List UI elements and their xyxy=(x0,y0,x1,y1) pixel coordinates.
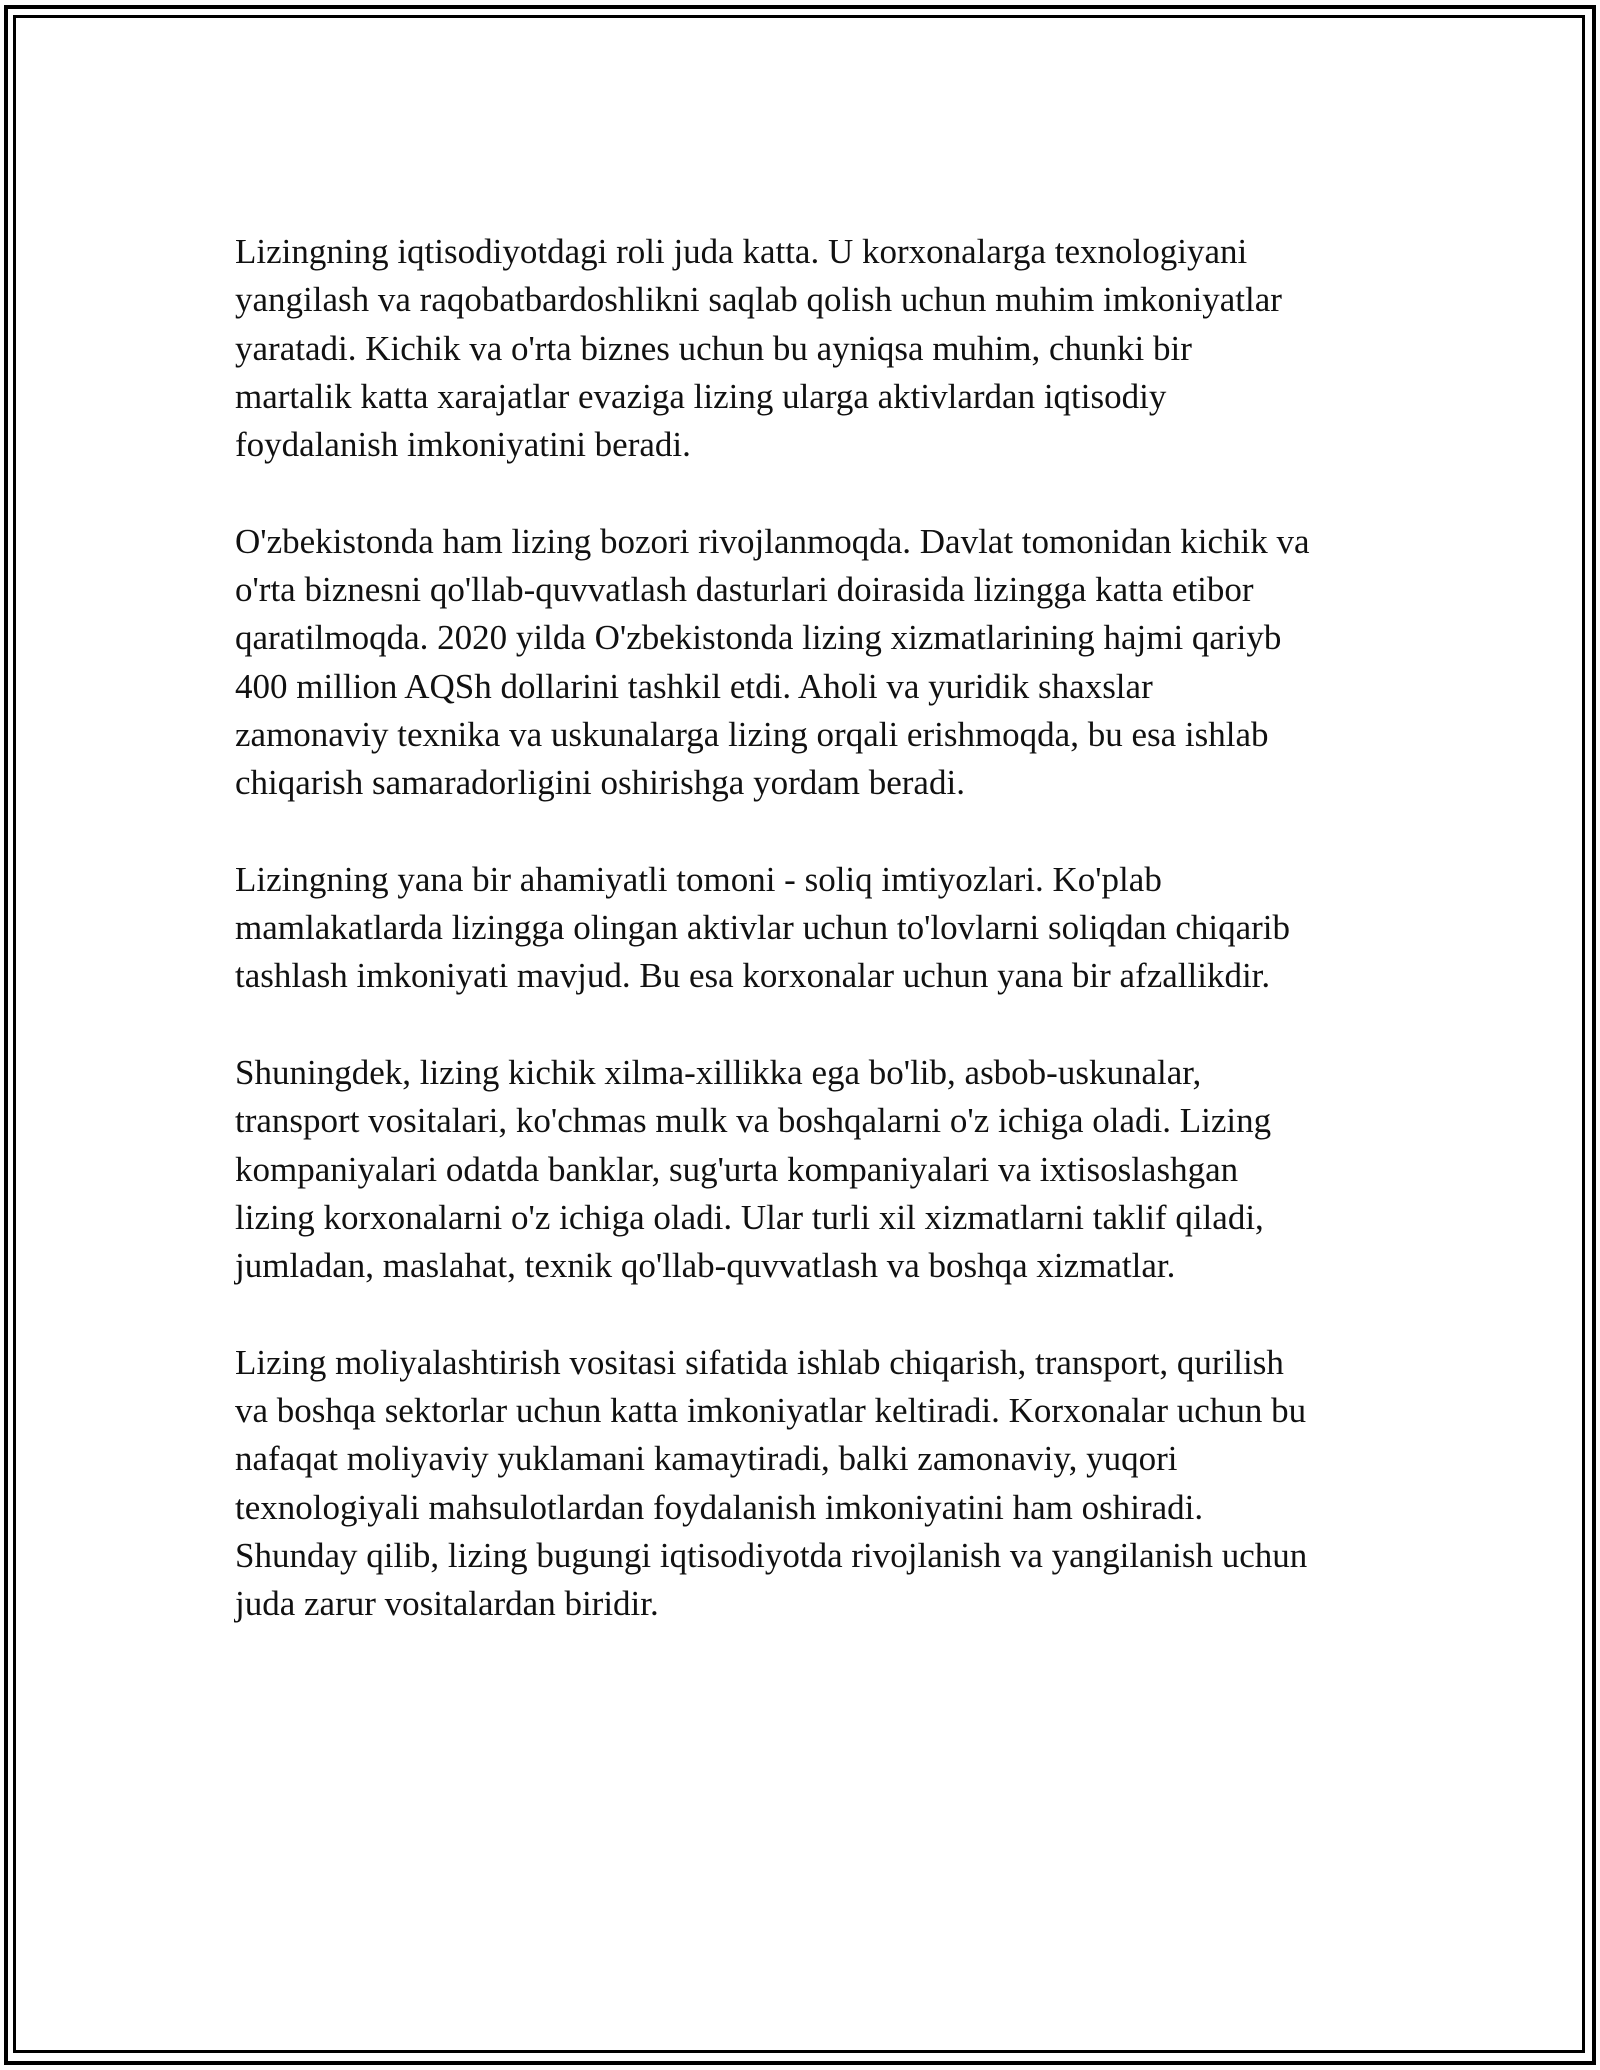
paragraph-1: Lizingning iqtisodiyotdagi roli juda katta. U korxonalarga texnologiyani yangilash va raqobatbardoshlikni saqlab qolish uchun muhim imkoniyatlar yaratadi. Kichik va o'rta biznes uchun bu ayniqsa muhim, chunki bir martalik katta xarajatlar evaziga lizing ularga aktivlardan iqtisodiy foydalanish imkoniyatini beradi. xyxy=(235,232,1282,465)
paragraph-3: Lizingning yana bir ahamiyatli tomoni - soliq imtiyozlari. Ko'plab mamlakatlarda lizingga olingan aktivlar uchun to'lovlarni soliqdan chiqarib tashlash imkoniyati mavjud. Bu esa korxonalar uchun yana bir afzallikdir. xyxy=(235,859,1291,996)
paragraph-5: Lizing moliyalashtirish vositasi sifatida ishlab chiqarish, transport, qurilish va boshqa sektorlar uchun katta imkoniyatlar keltiradi. Korxonalar uchun bu nafaqat moliyaviy yuklamani kamaytiradi, balki zamonaviy, yuqori texnologiyali mahsulotlardan foydalanish imkoniyatini ham oshiradi. Shunday qilib, lizing bugungi iqtisodiyotda rivojlanish va yangilanish uchun juda zarur vositalardan biridir. xyxy=(235,1342,1308,1624)
document-body xyxy=(235,228,1385,1677)
paragraph-4: Shuningdek, lizing kichik xilma-xillikka ega bo'lib, asbob-uskunalar, transport vositalari, ko'chmas mulk va boshqalarni o'z ichiga oladi. Lizing kompaniyalari odatda banklar, sug'urta kompaniyalari va ixtisoslashgan lizing korxonalarni o'z ichiga oladi. Ular turli xil xizmatlarni taklif qiladi, jumladan, maslahat, texnik qo'llab-quvvatlash va boshqa xizmatlar. xyxy=(235,1053,1272,1286)
paragraph-2: O'zbekistonda ham lizing bozori rivojlanmoqda. Davlat tomonidan kichik va o'rta biznesni qo'llab-quvvatlash dasturlari doirasida lizingga katta etibor qaratilmoqda. 2020 yilda O'zbekistonda lizing xizmatlarining hajmi qariyb 400 million AQSh dollarini tashkil etdi. Aholi va yuridik shaxslar zamonaviy texnika va uskunalarga lizing orqali erishmoqda, bu esa ishlab chiqarish samaradorligini oshirishga yordam beradi. xyxy=(235,521,1310,803)
